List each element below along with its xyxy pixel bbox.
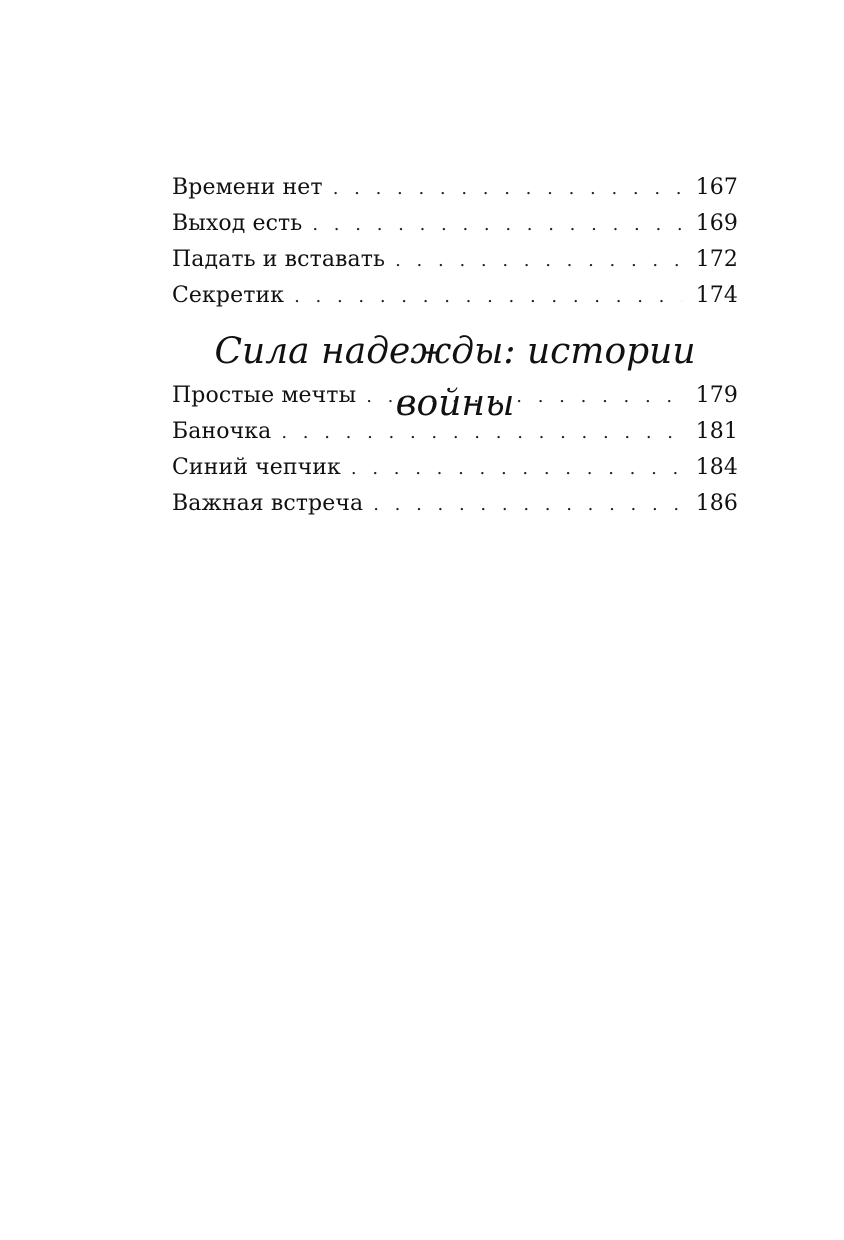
toc-entry (172, 450, 738, 486)
toc-entry (172, 278, 738, 314)
toc-entry-page: 169 (695, 211, 738, 236)
toc-entry (172, 378, 738, 414)
dot-leader (373, 487, 681, 523)
toc-entry-title: Синий чепчик (172, 455, 341, 480)
dot-leader (366, 379, 682, 415)
dot-leader (333, 171, 682, 207)
toc-entry-page: 186 (695, 491, 738, 516)
toc-entry-page: 167 (695, 175, 738, 200)
toc-entry-title: Секретик (172, 283, 285, 308)
toc-entry (172, 486, 738, 522)
section-heading: Сила надежды: истории войны (214, 331, 696, 424)
toc-entry-page: 184 (695, 455, 738, 480)
dot-leader (395, 243, 682, 279)
toc-group-one (172, 170, 738, 314)
dot-leader (281, 415, 681, 451)
toc-entry-title: Простые мечты (172, 383, 357, 408)
dot-leader (294, 279, 682, 315)
toc-entry-title: Выход есть (172, 211, 303, 236)
toc-entry-title: Баночка (172, 419, 272, 444)
toc-entry-title: Времени нет (172, 175, 323, 200)
dot-leader (312, 207, 681, 243)
toc-entry (172, 242, 738, 278)
toc-entry-title: Падать и вставать (172, 247, 386, 272)
toc-entry (172, 414, 738, 450)
toc-entry (172, 170, 738, 206)
dot-leader (351, 451, 682, 487)
toc-entry-page: 181 (695, 419, 738, 444)
toc-entry-page: 174 (695, 283, 738, 308)
toc-entry-page: 179 (695, 383, 738, 408)
toc-entry (172, 206, 738, 242)
toc-entry-page: 172 (695, 247, 738, 272)
toc-group-two (172, 378, 738, 522)
toc-entry-title: Важная встреча (172, 491, 364, 516)
